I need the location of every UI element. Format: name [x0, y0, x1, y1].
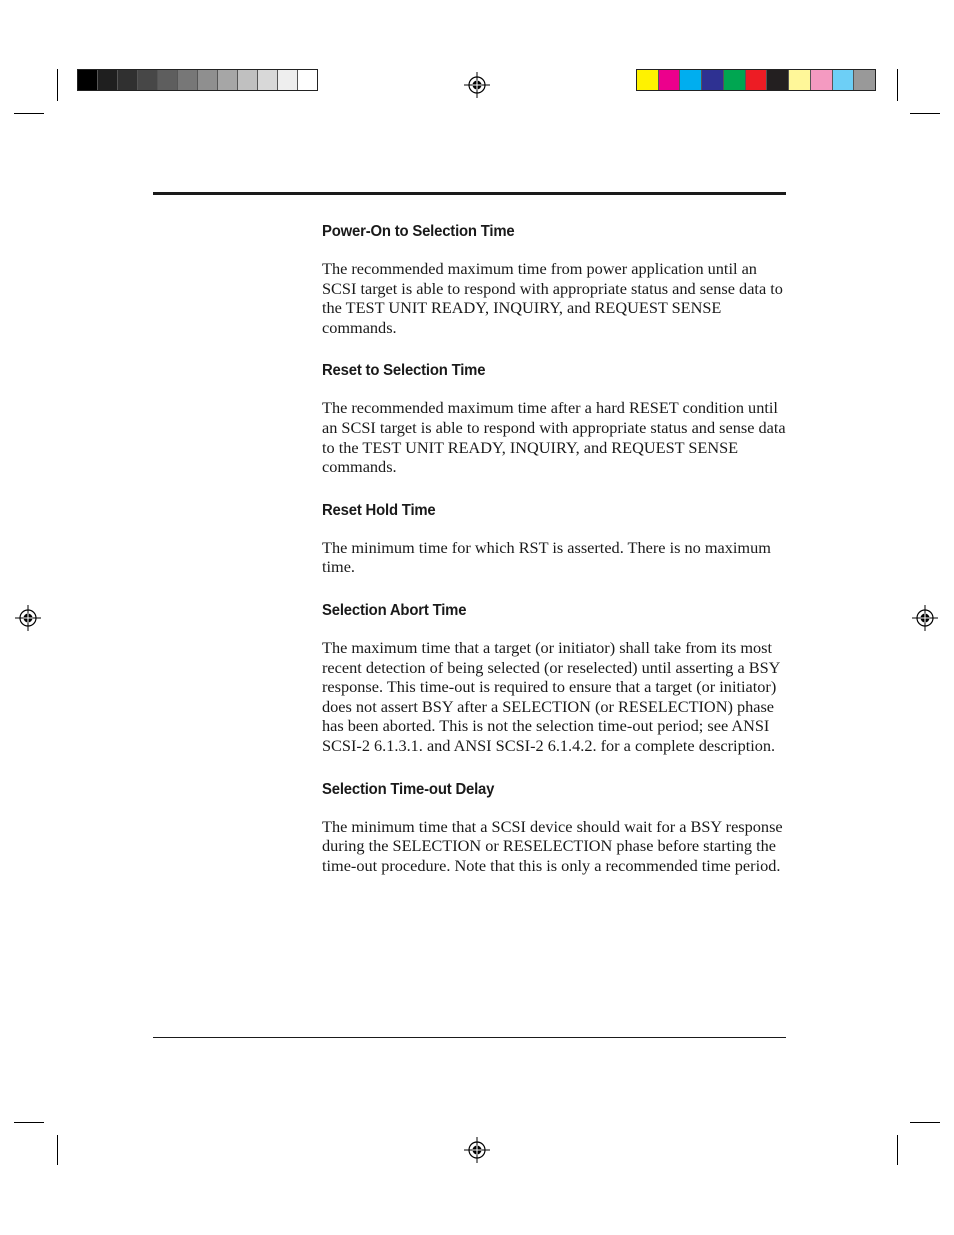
calibration-swatch — [178, 70, 198, 90]
calibration-swatch — [198, 70, 218, 90]
crop-mark — [910, 1122, 940, 1123]
calibration-swatch — [118, 70, 138, 90]
crop-mark — [57, 1135, 58, 1165]
section-body: The recommended maximum time after a hard RESET condition until an SCSI target is able to respond with appropriate status and sense data to the TEST UNIT READY, INQUIRY, and REQUEST SENSE commands. — [322, 398, 786, 477]
section-selection-time-out-delay — [322, 778, 786, 876]
registration-mark-icon — [15, 605, 41, 631]
calibration-swatch — [702, 70, 724, 90]
header-rule — [153, 192, 786, 195]
crop-mark — [57, 69, 58, 101]
calibration-swatch — [833, 70, 855, 90]
calibration-swatch — [724, 70, 746, 90]
crop-mark — [910, 113, 940, 114]
calibration-swatch — [854, 70, 875, 90]
section-reset-to-selection-time — [322, 359, 786, 476]
footer-rule — [153, 1037, 786, 1038]
section-selection-abort-time — [322, 599, 786, 756]
crop-mark — [897, 69, 898, 101]
section-heading: Reset Hold Time — [322, 501, 436, 519]
calibration-swatch — [158, 70, 178, 90]
section-heading: Power-On to Selection Time — [322, 223, 515, 240]
calibration-swatch — [278, 70, 298, 90]
calibration-swatch — [98, 70, 118, 90]
section-heading: Selection Time-out Delay — [322, 780, 495, 798]
calibration-swatch — [218, 70, 238, 90]
crop-mark — [14, 1122, 44, 1123]
calibration-swatch — [138, 70, 158, 90]
section-body: The minimum time for which RST is asserted. There is no maximum time. — [322, 537, 771, 577]
calibration-swatch — [767, 70, 789, 90]
section-body: The recommended maximum time from power application until an SCSI target is able to respond with appropriate status and sense data to the TEST UNIT READY, INQUIRY, and REQUEST SENSE commands. — [322, 259, 783, 337]
registration-mark-icon — [464, 1137, 490, 1163]
crop-mark — [897, 1135, 898, 1165]
calibration-swatch — [811, 70, 833, 90]
calibration-swatch — [298, 70, 317, 90]
calibration-swatch — [746, 70, 768, 90]
section-reset-hold-time — [322, 499, 786, 577]
section-heading: Selection Abort Time — [322, 601, 467, 619]
crop-mark — [14, 113, 44, 114]
calibration-swatch — [680, 70, 702, 90]
color-calibration-bar — [636, 69, 876, 91]
section-power-on-to-selection-time — [322, 220, 786, 337]
calibration-swatch — [637, 70, 659, 90]
calibration-swatch — [789, 70, 811, 90]
calibration-swatch — [238, 70, 258, 90]
section-body: The minimum time that a SCSI device should wait for a BSY response during the SELECTION or RESELECTION phase before starting the time-out procedure. Note that this is only a recommended time period. — [322, 816, 783, 875]
registration-mark-icon — [912, 605, 938, 631]
calibration-swatch — [78, 70, 98, 90]
registration-mark-icon — [464, 72, 490, 98]
calibration-swatch — [659, 70, 681, 90]
calibration-swatch — [258, 70, 278, 90]
section-heading: Reset to Selection Time — [322, 362, 486, 380]
section-body: The maximum time that a target (or initiator) shall take from its most recent detection of being selected (or reselected) until asserting a BSY response. This time-out is required to ensure that a target (or initiator) does not assert BSY after a SELECTION (or RESELECTION) phase has been aborted. This is not the selection time-out period; see ANSI SCSI-2 6.1.3.1. and ANSI SCSI-2 6.1.4.2. for a complete description. — [322, 637, 780, 755]
main-content — [322, 220, 786, 897]
grayscale-calibration-bar — [77, 69, 318, 91]
